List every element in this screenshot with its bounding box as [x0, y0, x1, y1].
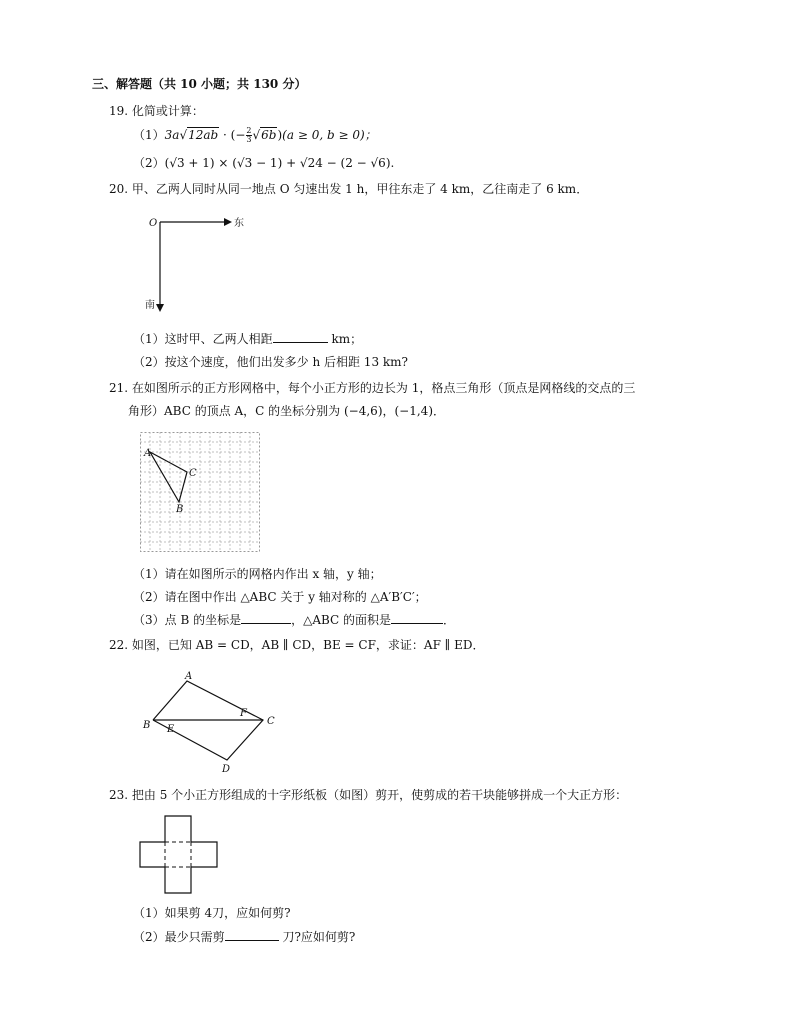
q19-p1-rparen: ) — [277, 128, 283, 142]
q20-part1 — [133, 331, 362, 347]
q21-p3-text1: （3）点 B 的坐标是 — [133, 613, 242, 627]
east-arrowhead-icon — [224, 218, 232, 226]
south-label: 南 — [145, 300, 155, 311]
q19-stem: 19. 化简或计算： — [109, 104, 204, 118]
q21-p3-blank2[interactable] — [391, 612, 443, 624]
q21-p3-text3: ． — [443, 613, 456, 627]
q19-p1-dot: · — [219, 128, 231, 142]
q19-p1-coef: 3a — [164, 128, 180, 142]
q23-part1: （1）如果剪 4刀，应如何剪? — [133, 906, 291, 920]
south-arrowhead-icon — [156, 304, 164, 312]
q20-p1-blank[interactable] — [273, 331, 328, 343]
q21-p3-text2: ，△ABC 的面积是 — [291, 613, 392, 627]
q19-p2-expression: (√3 + 1) × (√3 − 1) + √24 − (2 − √6). — [164, 156, 395, 170]
q21-stem-line2: 角形）ABC 的顶点 A，C 的坐标分别为 (−4,6)，(−1,4)． — [128, 404, 445, 418]
origin-label: O — [149, 218, 158, 229]
cross-dashed-lines — [165, 842, 191, 867]
q19-p1-lparen: (− — [230, 128, 246, 142]
cross-outline — [140, 816, 217, 893]
q23-p2-blank[interactable] — [225, 929, 279, 941]
q22-figure — [140, 670, 290, 780]
q19-p1-radicand2: 6b — [261, 128, 277, 142]
section-title: 三、解答题（共 10 小题；共 130 分） — [92, 77, 307, 91]
q19-p1-condition: (a ≥ 0, b ≥ 0)； — [282, 128, 377, 142]
q20-part2: （2）按这个速度，他们出发多少 h 后相距 13 km? — [133, 355, 408, 369]
q19-p1-denominator: 3 — [246, 135, 252, 144]
q23-stem: 23. 把由 5 个小正方形组成的十字形纸板（如图）剪开，使剪成的若干块能够拼成一个大正方形： — [109, 788, 628, 802]
q20-p1-text: （1）这时甲、乙两人相距 — [133, 332, 273, 346]
q21-stem-line1: 21. 在如图所示的正方形网格中，每个小正方形的边长为 1，格点三角形（顶点是网格线的交点的三 — [109, 381, 636, 395]
q19-p2-label: （2） — [133, 156, 165, 170]
q20-figure — [140, 210, 260, 320]
east-label: 东 — [234, 218, 244, 229]
q19-p1-radicand1: 12ab — [188, 128, 219, 142]
q19-part1: （1）3a√12ab · (− $\frac{2}{3}$ √6b)(a ≥ 0, b ≥ 0)； — [133, 126, 377, 144]
q19-p1-numerator: 2 — [246, 126, 252, 135]
label-a: A — [185, 671, 193, 682]
q21-part3 — [133, 612, 455, 628]
q23-p2-text1: （2）最少只需剪 — [133, 930, 225, 944]
q21-part2: （2）请在图中作出 △ABC 关于 y 轴对称的 △A′B′C′； — [133, 590, 427, 604]
label-b: B — [143, 720, 151, 731]
q23-cross-figure — [140, 815, 220, 895]
q21-p3-blank1[interactable] — [241, 612, 291, 624]
label-c: C — [267, 716, 275, 727]
q19-p1-label: （1） — [133, 128, 165, 142]
q20-stem: 20. 甲、乙两人同时从同一地点 O 匀速出发 1 h，甲往东走了 4 km，乙往南走了 6 km． — [109, 182, 589, 196]
q23-p2-text2: 刀?应如何剪? — [282, 930, 356, 944]
label-c: C — [189, 468, 197, 479]
label-f: F — [240, 708, 247, 719]
triangle-abc — [150, 452, 187, 502]
q23-part2 — [133, 929, 355, 945]
q19-p1-fraction — [246, 127, 251, 144]
q20-p1-unit: km； — [331, 332, 363, 346]
label-d: D — [222, 764, 231, 775]
label-e: E — [167, 724, 175, 735]
q21-grid-figure — [140, 432, 260, 552]
q21-part1: （1）请在如图所示的网格内作出 x 轴，y 轴； — [133, 567, 382, 581]
grid-lines — [140, 432, 260, 552]
label-b: B — [176, 504, 184, 515]
label-a: A — [144, 448, 152, 459]
q22-stem: 22. 如图，已知 AB = CD，AB ∥ CD，BE = CF，求证：AF ∥ ED． — [109, 638, 485, 652]
q19-part2 — [133, 155, 394, 171]
